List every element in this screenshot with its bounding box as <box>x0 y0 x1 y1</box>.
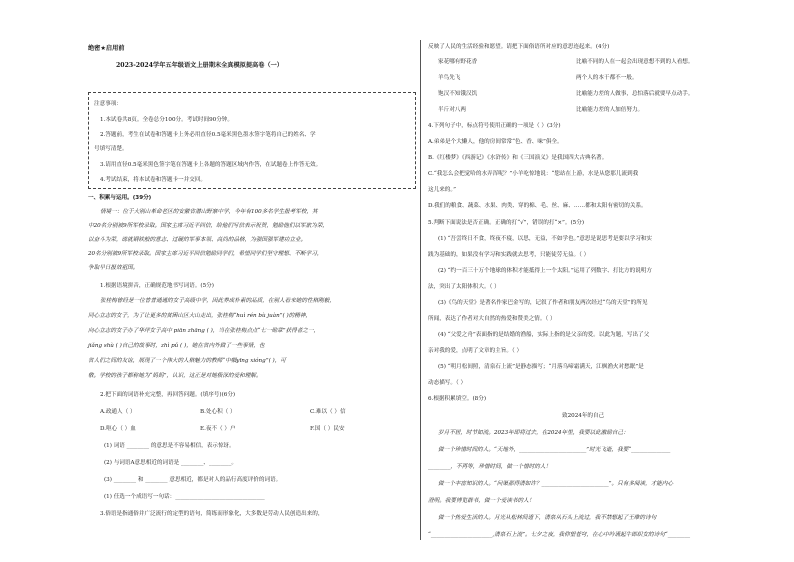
q5-item: 亲对我的爱，点明了文章的主旨。（ ） <box>428 348 523 354</box>
q2-sub: (1) 任选一个成语写一句话：________________________________ <box>104 494 265 500</box>
letter-line: “______________________,清泉石上流”。七夕之夜，我仰望苍穹，在心中吟诵起牛郎织女的诗句“________ <box>428 532 691 538</box>
q1-text-line: 张桂梅曾经是一位普普通通的女子高级中学，因此养成朴素的品质，在别人看来她的性格刚毅， <box>100 298 335 304</box>
question-5: 5.判断下面说法是否正确。正确的打“√”，错误的打“×”。(5分) <box>428 220 585 226</box>
secret-label: 绝密★启用前 <box>88 45 125 52</box>
q3-continuation: 反映了人民的生活经验和愿望。请把下面俗语所对应的意思连起来。(4分) <box>428 44 610 50</box>
q2-option: F.国（ ）民安 <box>310 426 345 432</box>
letter-line: 澄明。我要博览群书，做一个爱读书的人！ <box>428 498 535 504</box>
notice-title: 注意事项： <box>94 101 122 107</box>
scenario-line: 争取早日报效祖国。 <box>88 265 139 271</box>
match-left: 饱汉不知饿汉饥 <box>438 91 478 97</box>
q1-text-line: jiǎng shù ( )自己的故事时，zhì pǔ ( )，她在省内外做了一些事情，也 <box>88 343 265 349</box>
q2-option: B.处心积（ ） <box>200 409 236 415</box>
q5-item: (3)《鸟的天堂》是著名作家巴金写的，记叙了作者和朋友两次经过“鸟的天堂”的所见 <box>438 300 648 306</box>
letter-line: ________，不再等，珍惜时间，做一个惜时的人！ <box>428 464 552 470</box>
scenario-line: 情境一：位于大别山革命老区的安徽省潜山野寨中学，今年有100多名学生报考军校，其 <box>100 209 318 215</box>
q5-item: 践为基础的，如果没有学习和实践就去思考，只能徒劳无益。（ ） <box>428 252 590 258</box>
q2-option: E.夜不（ ）户 <box>200 426 236 432</box>
match-left: 羊鸟先飞 <box>438 75 461 81</box>
q4-option: C.“我怎么会把觉哈的水弄浑呢？”小羊吃惊地说：“您站在上游，水是从您那儿流到我 <box>428 171 639 177</box>
question-1: 1.根据语境拼音，正确规范地书写词语。(5分) <box>100 283 214 289</box>
q1-text-line: 省人们之间的友谊，展现了一个伟大的人格魅力的教师“中帼yīng xióng”( )，可 <box>88 358 286 364</box>
scenario-line: 20名分别被9所军校录取。国家主席习近平回信勉励同学们，希望同学们坚守理想、不断学习， <box>88 251 323 257</box>
q5-item: (1) “吾尝终日不食，终夜不寝，以思，无益，不如学也。”意思是说思考是要以学习和实 <box>438 236 652 242</box>
notice-item: 3.请用直径0.5毫米黑色签字笔在答题卡上各题的答题区域内作答，在试题卷上作答无效。 <box>100 162 322 168</box>
exam-title: 2023-2024学年五年级语文上册期末全真模拟提高卷（一） <box>116 62 283 69</box>
question-2: 2.把下面的词语补充完整，再回答问题。(填序号)(6分) <box>100 392 236 398</box>
question-4: 4.下列句子中，标点符号使用正确的一项是（ ）(3分) <box>428 123 561 129</box>
q1-text-line: 同心立志的女子，为了让更多的贫困山区大山走出，张桂梅“huì rén bù juàn”( )的精神， <box>88 313 312 319</box>
question-3: 3.俗语是指通俗并广泛流行的定型的语句，简练而形象化，大多数是劳动人民创造出来的， <box>100 511 324 517</box>
q2-option: C.难以（ ）信 <box>310 409 346 415</box>
q1-text-line: 向心立志的女子办了华坪女子高中 piān zhāng ( )，当在张桂梅点点“七一勋章”获得者之一， <box>88 328 320 334</box>
question-6: 6.根据积累填空。(8分) <box>428 396 487 402</box>
letter-title: 致2024年的自己 <box>562 413 605 419</box>
match-right: 比喻能力差的人加倍努力。 <box>576 107 644 113</box>
q4-option: 这儿来的。” <box>428 187 457 193</box>
letter-line: 做一个丰富知识的人。“问渠那得清如许？________________________”。只有多阅读，才能内心 <box>438 481 674 487</box>
notice-item: 2.答题前，考生在试卷和答题卡上务必用直径0.5毫米黑色墨水签字笔将自己的姓名、学 <box>100 132 316 138</box>
match-left: 家花哪有野花香 <box>438 59 478 65</box>
q4-option: B.《红楼梦》《西游记》《水浒传》和《三国演义》是我国四大古典名著。 <box>428 155 608 161</box>
q5-item: (5) “明月松间照，清泉石上流”是静态描写；“月落乌啼霜满天，江枫渔火对愁眠”是 <box>438 364 644 370</box>
notice-item: 1.本试卷共8页。全卷总分100分。考试时间90分钟。 <box>100 117 233 123</box>
column-divider <box>420 40 421 540</box>
q5-item: (2) “约一百三十万个地球的体积才能抵得上一个太阳。”运用了列数字、打比方的说明方 <box>438 268 652 274</box>
match-right: 两个人的本干都不一般。 <box>576 75 638 81</box>
match-left: 半斤对八两 <box>438 107 466 113</box>
scenario-line: 以奋斗为荣，练就钢铁般的意志、过硬的军事本领、高尚的品格，为强国强军建功立业。 <box>88 237 307 243</box>
q2-sub: (1) 词语 ________ 的意思是不容易相信，表示惊讶。 <box>104 443 235 449</box>
q4-option: A.弟弟是个大懒人，他的房间常常“色、香、味”俱全。 <box>428 139 563 145</box>
q2-option: A.政通人（ ） <box>100 409 136 415</box>
notice-item: 号填写清楚。 <box>94 146 128 152</box>
q5-item: 动态描写。（ ） <box>428 380 467 386</box>
match-right: 比喻能力差的人做事，总怕落后就要早点动手。 <box>576 91 694 97</box>
q5-item: 所闻，表达了作者对大自然的热爱和赞美之情。（ ） <box>428 316 556 322</box>
letter-line: 岁月不居，时节如流。2023年即将过去，在2024年里，我要以此激励自己： <box>438 430 629 436</box>
q5-item: 法，突出了太阳体积大。（ ） <box>428 284 500 290</box>
scenario-line: 中20名分别被9所军校录取。国家主席习近平回信，给他们写信表示祝贺，勉励他们以军旅为荣， <box>88 223 329 229</box>
notice-box <box>88 92 416 189</box>
letter-line: 做一个珍惜时间的人。“天地外，________________________”时光飞逝，我要“______________ <box>438 447 671 453</box>
q1-text-line: 敬。学校的孩子都称她为“妈妈”，认识，这正是对她极深的爱和理解。 <box>88 373 262 379</box>
letter-line: 做一个热爱生活的人。月光从松林间透下，清泉从石头上流过，我不禁想起了王维的诗句 <box>438 515 657 521</box>
q2-sub: (3) ________ 和 ________ 意思相近，都是对人的品行高度评价的词语。 <box>104 477 282 483</box>
q2-sub: (2) 与词语A意思相近的词语是 ________、________。 <box>104 460 237 466</box>
q5-item: (4) “父爱之舟”表面指的是结婚的渔船，实际上指的是父亲的爱。以此为题，写出了父 <box>438 332 650 338</box>
match-right: 比喻不同的人在一起会出现意想不到的人看想。 <box>576 59 694 65</box>
section-heading: 一、积累与运用。(39分) <box>88 195 152 201</box>
q2-option: D.呕心（ ）血 <box>100 426 136 432</box>
notice-item: 4.考试结束，将本试卷和答题卡一并交回。 <box>100 177 207 183</box>
q4-option: D.我们的粮食、蔬菜、水果、肉类、穿的棉、毛、丝、麻、……都和太阳有密切的关系。 <box>428 203 647 209</box>
